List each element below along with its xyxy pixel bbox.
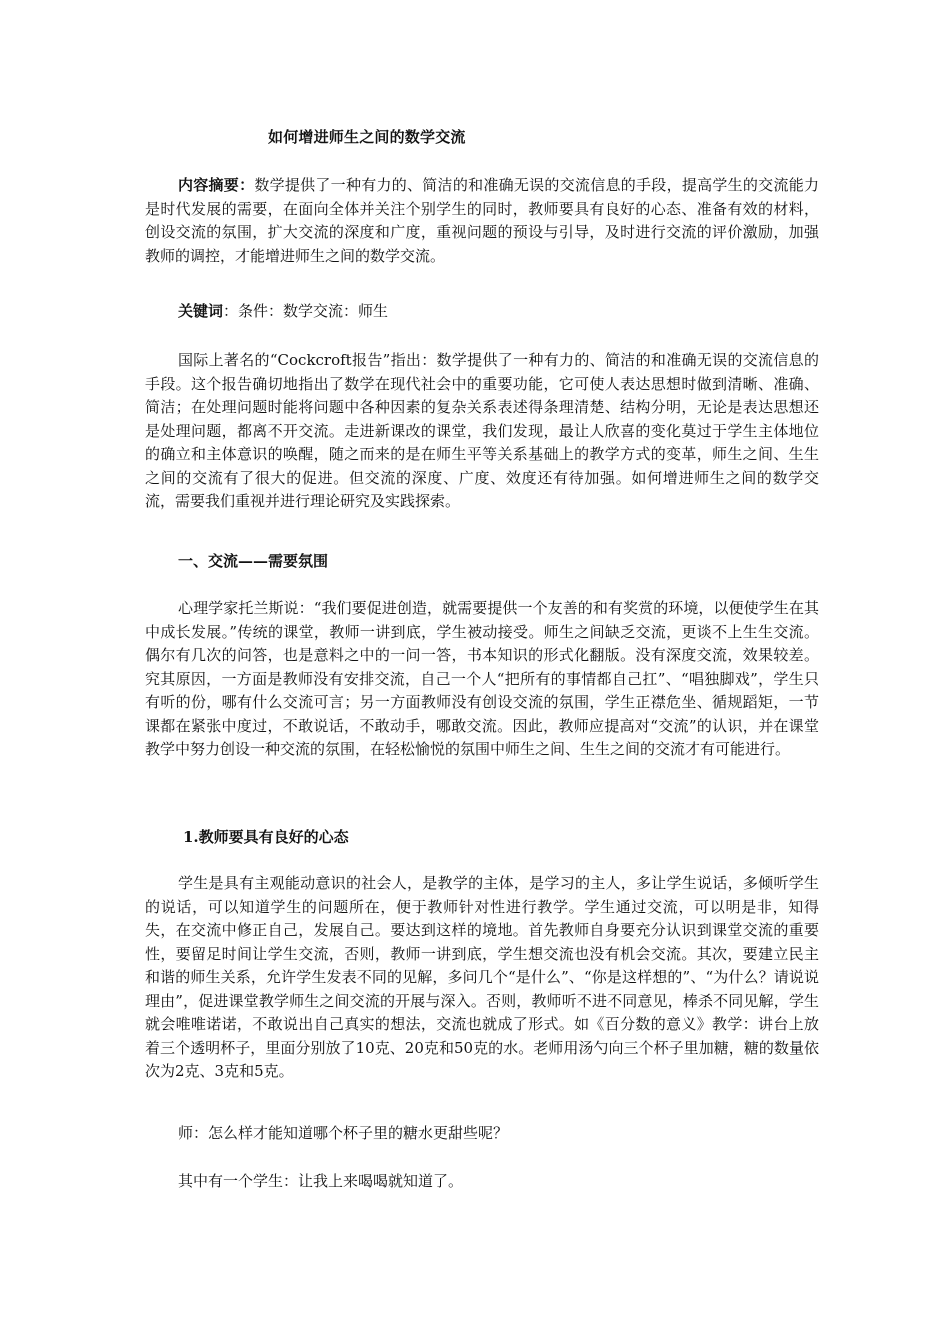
keywords-paragraph [145, 300, 819, 324]
section-heading: 一、交流——需要氛围 [178, 552, 329, 570]
abstract-paragraph [145, 174, 819, 268]
subsection-paragraph: 学生是具有主观能动意识的社会人，是教学的主体，是学习的主人，多让学生说话，多倾听学生的说话，可以知道学生的问题所在，便于教师针对性进行教学。学生通过交流，可以明是非，知得失，在交流中修正自己，发展自己。要达到这样的境地。首先教师自身要充分认识到课堂交流的重要性，要留足时间让学生交流，否则，教师一讲到底，学生想交流也没有机会交流。其次，要建立民主和谐的师生关系，允许学生发表不同的见解，多问几个“是什么”、“你是这样想的”、“为什么？请说说理由”，促进课堂教学师生之间交流的开展与深入。否则，教师听不进不同意见，棒杀不同见解，学生就会唯唯诺诺，不敢说出自己真实的想法，交流也就成了形式。如《百分数的意义》教学：讲台上放着三个透明杯子，里面分别放了10克、20克和50克的水。老师用汤勺向三个杯子里加糖，糖的数量依次为2克、3克和5克。 [145, 874, 819, 1080]
intro-paragraph: 国际上著名的“Cockcroft报告”指出：数学提供了一种有力的、简洁的和准确无误的交流信息的手段。这个报告确切地指出了数学在现代社会中的重要功能，它可使人表达思想时做到清晰、准确、简洁；在处理问题时能将问题中各种因素的复杂关系表述得条理清楚、结构分明，无论是表达思想还是处理问题，都离不开交流。走进新课改的课堂，我们发现，最让人欣喜的变化莫过于学生主体地位的确立和主体意识的唤醒，随之而来的是在师生平等关系基础上的教学方式的变革，师生之间、生生之间的交流有了很大的促进。但交流的深度、广度、效度还有待加强。如何增进师生之间的数学交流，需要我们重视并进行理论研究及实践探索。 [145, 351, 819, 510]
keywords-label: 关键词 [178, 302, 224, 320]
dialogue-student-line: 其中有一个学生：让我上来喝喝就知道了。 [178, 1172, 464, 1190]
dialogue-teacher-line: 师：怎么样才能知道哪个杯子里的糖水更甜些呢？ [178, 1124, 509, 1142]
keywords-text: ：条件：数学交流：师生 [223, 302, 389, 320]
subsection-heading: 1.教师要具有良好的心态 [183, 828, 349, 846]
document-title: 如何增进师生之间的数学交流 [268, 128, 466, 146]
section-paragraph: 心理学家托兰斯说：“我们要促进创造，就需要提供一个友善的和有奖赏的环境，以便使学生在其中成长发展。”传统的课堂，教师一讲到底，学生被动接受。师生之间缺乏交流，更谈不上生生交流。偶尔有几次的问答，也是意料之中的一问一答，书本知识的形式化翻版。没有深度交流，效果较差。究其原因，一方面是教师没有安排交流，自己一个人“把所有的事情都自己扛”、“唱独脚戏”，学生只有听的份，哪有什么交流可言；另一方面教师没有创设交流的氛围，学生正襟危坐、循规蹈矩，一节课都在紧张中度过，不敢说话，不敢动手，哪敢交流。因此，教师应提高对“交流”的认识，并在课堂教学中努力创设一种交流的氛围，在轻松愉悦的氛围中师生之间、生生之间的交流才有可能进行。 [145, 599, 819, 758]
abstract-text: 数学提供了一种有力的、简洁的和准确无误的交流信息的手段，提高学生的交流能力是时代发展的需要，在面向全体并关注个别学生的同时，教师要具有良好的心态、准备有效的材料，创设交流的氛围，扩大交流的深度和广度，重视问题的预设与引导，及时进行交流的评价激励，加强教师的调控，才能增进师生之间的数学交流。 [145, 176, 819, 265]
abstract-label: 内容摘要： [178, 176, 255, 194]
